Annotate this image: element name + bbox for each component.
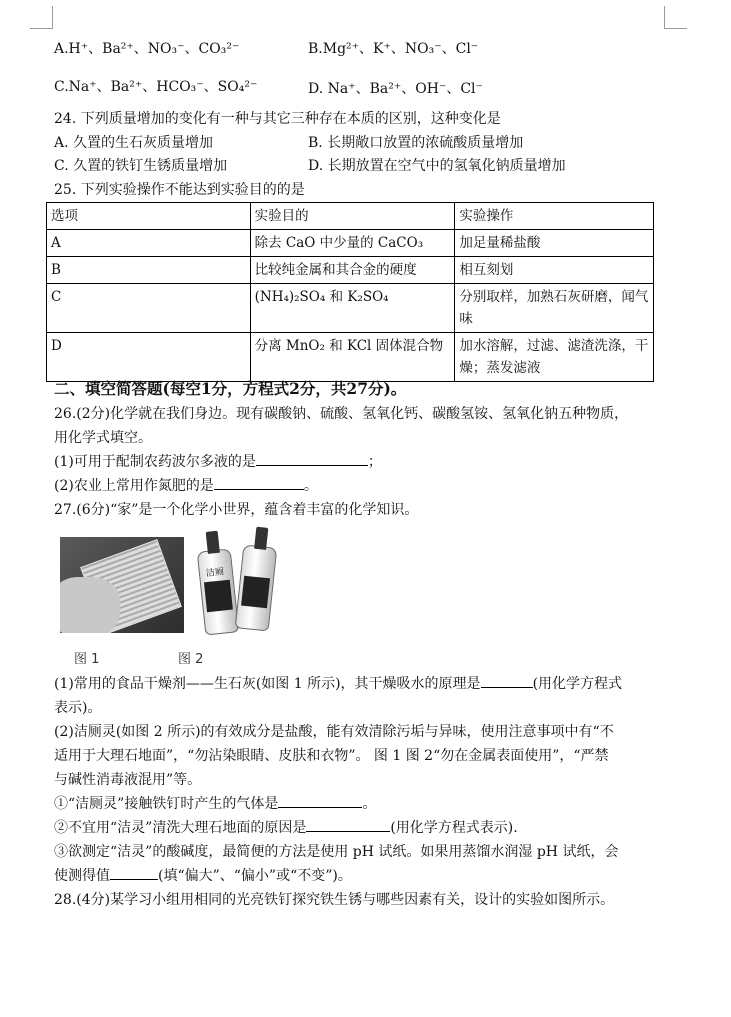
table-row	[47, 257, 654, 284]
q24-stem: 24. 下列质量增加的变化有一种与其它三种存在本质的区别，这种变化是	[54, 111, 501, 127]
answer-blank[interactable]	[306, 817, 390, 832]
row-option: C	[47, 284, 251, 333]
answer-blank[interactable]	[256, 451, 368, 466]
row-option: A	[47, 230, 251, 257]
bottle-image	[197, 548, 240, 635]
table-row	[47, 333, 654, 382]
q24-option-a: A. 久置的生石灰质量增加	[54, 135, 214, 151]
row-goal: (NH₄)₂SO₄ 和 K₂SO₄	[250, 284, 455, 333]
header-option: 选项	[47, 203, 251, 230]
row-goal: 除去 CaO 中少量的 CaCO₃	[250, 230, 455, 257]
figure-2-caption: 图 2	[178, 652, 204, 667]
q24-option-b: B. 长期敞口放置的浓硫酸质量增加	[308, 135, 524, 151]
q27-sub3-end: (填“偏大”、“偏小”或“不变”)。	[158, 868, 352, 884]
row-operation: 相互刻划	[455, 257, 654, 284]
q27-sub1-text: ①“洁厕灵”接触铁钉时产生的气体是	[54, 796, 279, 812]
row-operation: 加足量稀盐酸	[455, 230, 654, 257]
corner-mark-left	[30, 6, 53, 29]
answer-blank[interactable]	[110, 865, 158, 880]
q27-part2-line1: (2)洁厕灵(如图 2 所示)的有效成分是盐酸，能有效清除污垢与异味，使用注意事项中有“不	[54, 724, 614, 740]
row-operation: 加水溶解，过滤、滤渣洗涤，干燥；蒸发滤液	[455, 333, 654, 382]
q27-sub3-line1: ③欲测定“洁灵”的酸碱度，最简便的方法是使用 pH 试纸。如果用蒸馏水润湿 pH 试纸，会	[54, 844, 619, 860]
q26-part2	[54, 475, 318, 495]
row-goal: 分离 MnO₂ 和 KCl 固体混合物	[250, 333, 455, 382]
q23-option-c: C.Na⁺、Ba²⁺、HCO₃⁻、SO₄²⁻	[54, 79, 258, 95]
q23-option-b: B.Mg²⁺、K⁺、NO₃⁻、Cl⁻	[308, 41, 479, 57]
table-row	[47, 284, 654, 333]
row-option: D	[47, 333, 251, 382]
row-goal: 比较纯金属和其合金的硬度	[250, 257, 455, 284]
q27-sub2	[54, 817, 518, 837]
q27-sub1-end: 。	[362, 796, 377, 812]
experiment-table	[46, 202, 654, 382]
q26-part2-end: 。	[303, 478, 318, 494]
q27-sub1	[54, 793, 376, 813]
q27-stem: 27.(6分)“家”是一个化学小世界，蕴含着丰富的化学知识。	[54, 502, 419, 518]
q27-sub3-line2	[54, 865, 352, 885]
header-operation: 实验操作	[455, 203, 654, 230]
q27-part1-line1	[54, 673, 622, 693]
figure-1-image	[60, 537, 184, 633]
q27-sub3-text: 使测得值	[54, 868, 110, 884]
answer-blank[interactable]	[481, 673, 533, 688]
q26-part2-text: (2)农业上常用作氮肥的是	[54, 478, 214, 494]
section-heading: 二、填空简答题(每空1分，方程式2分，共27分)。	[54, 379, 407, 398]
bottle-label: 洁厕灵	[205, 567, 225, 580]
q27-part1-line2: 表示)。	[54, 700, 102, 716]
answer-blank[interactable]	[278, 793, 362, 808]
q26-part1-end: ；	[367, 454, 382, 470]
figure-2-image	[195, 520, 285, 635]
table-row	[47, 230, 654, 257]
row-option: B	[47, 257, 251, 284]
q23-option-a: A.H⁺、Ba²⁺、NO₃⁻、CO₃²⁻	[54, 41, 240, 57]
hand-image	[60, 577, 120, 633]
q27-part2-line2: 适用于大理石地面”，“勿沾染眼睛、皮肤和衣物”。 图 1 图 2“勿在金属表面使用”，“严禁	[54, 748, 609, 764]
q26-part1	[54, 451, 382, 471]
q24-option-c: C. 久置的铁钉生锈质量增加	[54, 158, 228, 174]
bottle-image	[235, 544, 278, 631]
q27-part1-note: (用化学方程式	[532, 676, 623, 692]
q26-stem-line2: 用化学式填空。	[54, 430, 152, 446]
q23-option-d: D. Na⁺、Ba²⁺、OH⁻、Cl⁻	[308, 81, 483, 97]
table-header-row	[47, 203, 654, 230]
q27-sub2-text: ②不宜用“洁灵”清洗大理石地面的原因是	[54, 820, 307, 836]
answer-blank[interactable]	[214, 475, 304, 490]
q28-stem: 28.(4分)某学习小组用相同的光亮铁钉探究铁生锈与哪些因素有关，设计的实验如图所示。	[54, 892, 615, 908]
q26-stem-line1: 26.(2分)化学就在我们身边。现有碳酸钠、硫酸、氢氧化钙、碳酸氢铵、氢氧化钠五种物质，	[54, 406, 629, 422]
row-operation: 分别取样，加熟石灰研磨，闻气味	[455, 284, 654, 333]
header-goal: 实验目的	[250, 203, 455, 230]
q26-part1-text: (1)可用于配制农药波尔多液的是	[54, 454, 256, 470]
q25-stem: 25. 下列实验操作不能达到实验目的的是	[54, 182, 305, 198]
corner-mark-right	[664, 6, 687, 29]
q24-option-d: D. 长期放置在空气中的氢氧化钠质量增加	[308, 158, 566, 174]
q27-sub2-end: (用化学方程式表示).	[390, 820, 518, 836]
q27-part1-text: (1)常用的食品干燥剂——生石灰(如图 1 所示)，其干燥吸水的原理是	[54, 676, 481, 692]
figure-1-caption: 图 1	[74, 652, 100, 667]
q27-part2-line3: 与碱性消毒液混用”等。	[54, 772, 202, 788]
